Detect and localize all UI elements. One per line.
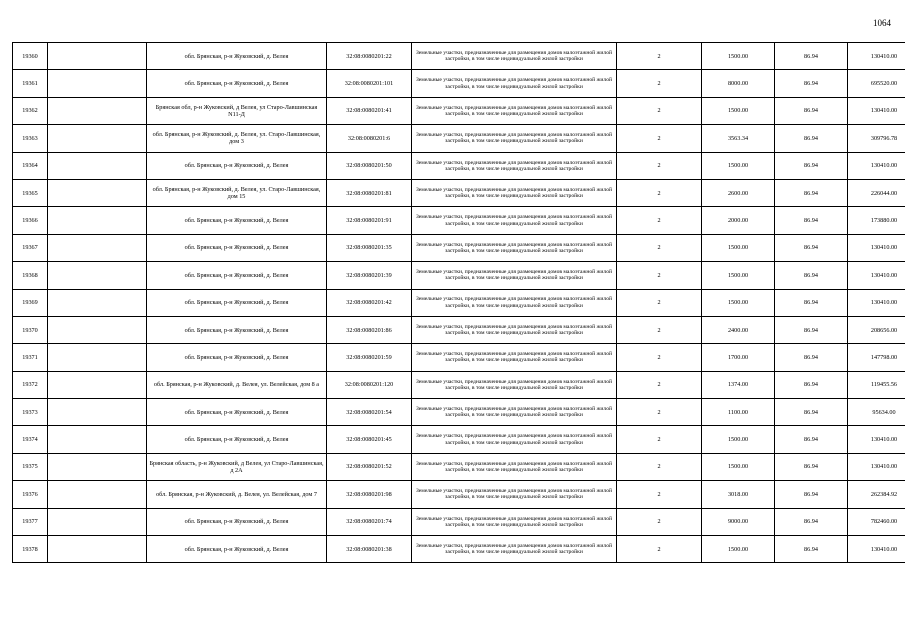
row-number-cell: 19368: [13, 262, 48, 289]
spacer-cell: [48, 70, 147, 97]
cadastral-value-cell: 226044.00: [848, 179, 905, 206]
cadastral-value-cell: 130410.00: [848, 234, 905, 261]
cadastral-number-cell: 32:08:0080201:39: [327, 262, 412, 289]
area-cell: 9000.00: [702, 508, 775, 535]
category-cell: 2: [617, 289, 702, 316]
cadastral-value-cell: 130410.00: [848, 536, 905, 563]
cadastral-number-cell: 32:08:0080201:38: [327, 536, 412, 563]
spacer-cell: [48, 316, 147, 343]
address-cell: обл. Брянская, р-н Жуковский, д. Велея, ул. Велейская, дом 7: [147, 481, 327, 508]
row-number-cell: 19378: [13, 536, 48, 563]
cadastral-value-cell: 130410.00: [848, 262, 905, 289]
cadastral-number-cell: 32:08:0080201:41: [327, 97, 412, 124]
specific-value-cell: 86.94: [775, 234, 848, 261]
spacer-cell: [48, 344, 147, 371]
category-cell: 2: [617, 152, 702, 179]
category-cell: 2: [617, 481, 702, 508]
category-cell: 2: [617, 426, 702, 453]
row-number-cell: 19371: [13, 344, 48, 371]
area-cell: 1374.00: [702, 371, 775, 398]
category-cell: 2: [617, 371, 702, 398]
table-row: [13, 399, 905, 426]
row-number-cell: 19366: [13, 207, 48, 234]
spacer-cell: [48, 152, 147, 179]
cadastral-number-cell: 32:08:0080201:45: [327, 426, 412, 453]
specific-value-cell: 86.94: [775, 262, 848, 289]
category-cell: 2: [617, 234, 702, 261]
area-cell: 2000.00: [702, 207, 775, 234]
specific-value-cell: 86.94: [775, 70, 848, 97]
permitted-use-cell: Земельные участки, предназначенные для размещения домов малоэтажной жилой застройки, в том числе индивидуальной жилой застройки: [412, 481, 617, 508]
spacer-cell: [48, 43, 147, 70]
row-number-cell: 19373: [13, 399, 48, 426]
address-cell: обл. Брянская, р-н Жуковский, д. Велея: [147, 207, 327, 234]
cadastral-number-cell: 32:08:0080201:98: [327, 481, 412, 508]
category-cell: 2: [617, 344, 702, 371]
table-row: [13, 481, 905, 508]
cadastral-value-cell: 130410.00: [848, 152, 905, 179]
table-row: [13, 316, 905, 343]
category-cell: 2: [617, 453, 702, 480]
table-row: [13, 371, 905, 398]
area-cell: 1500.00: [702, 426, 775, 453]
permitted-use-cell: Земельные участки, предназначенные для размещения домов малоэтажной жилой застройки, в том числе индивидуальной жилой застройки: [412, 152, 617, 179]
address-cell: обл. Брянская, р-н Жуковский, д. Велея: [147, 234, 327, 261]
table-row: [13, 453, 905, 480]
cadastral-value-cell: 119455.56: [848, 371, 905, 398]
cadastral-number-cell: 32:08:0080201:35: [327, 234, 412, 261]
specific-value-cell: 86.94: [775, 508, 848, 535]
specific-value-cell: 86.94: [775, 536, 848, 563]
row-number-cell: 19369: [13, 289, 48, 316]
permitted-use-cell: Земельные участки, предназначенные для размещения домов малоэтажной жилой застройки, в том числе индивидуальной жилой застройки: [412, 289, 617, 316]
permitted-use-cell: Земельные участки, предназначенные для размещения домов малоэтажной жилой застройки, в том числе индивидуальной жилой застройки: [412, 234, 617, 261]
address-cell: обл. Брянская, р-н Жуковский, д. Велея: [147, 426, 327, 453]
spacer-cell: [48, 536, 147, 563]
category-cell: 2: [617, 70, 702, 97]
specific-value-cell: 86.94: [775, 179, 848, 206]
permitted-use-cell: Земельные участки, предназначенные для размещения домов малоэтажной жилой застройки, в том числе индивидуальной жилой застройки: [412, 344, 617, 371]
area-cell: 3563.34: [702, 125, 775, 152]
row-number-cell: 19375: [13, 453, 48, 480]
cadastral-number-cell: 32:08:0080201:120: [327, 371, 412, 398]
area-cell: 2600.00: [702, 179, 775, 206]
permitted-use-cell: Земельные участки, предназначенные для размещения домов малоэтажной жилой застройки, в том числе индивидуальной жилой застройки: [412, 371, 617, 398]
cadastral-value-cell: 147798.00: [848, 344, 905, 371]
row-number-cell: 19372: [13, 371, 48, 398]
table-row: [13, 289, 905, 316]
spacer-cell: [48, 426, 147, 453]
specific-value-cell: 86.94: [775, 371, 848, 398]
category-cell: 2: [617, 125, 702, 152]
table-row: [13, 179, 905, 206]
category-cell: 2: [617, 536, 702, 563]
table-row: [13, 426, 905, 453]
land-registry-table: [12, 42, 905, 563]
table-row: [13, 536, 905, 563]
spacer-cell: [48, 453, 147, 480]
row-number-cell: 19360: [13, 43, 48, 70]
specific-value-cell: 86.94: [775, 426, 848, 453]
cadastral-number-cell: 32:08:0080201:52: [327, 453, 412, 480]
row-number-cell: 19374: [13, 426, 48, 453]
address-cell: Брянская область, р-н Жуковский, д Велея, ул Старо-Лавшинская, д 2А: [147, 453, 327, 480]
category-cell: 2: [617, 179, 702, 206]
permitted-use-cell: Земельные участки, предназначенные для размещения домов малоэтажной жилой застройки, в том числе индивидуальной жилой застройки: [412, 453, 617, 480]
spacer-cell: [48, 289, 147, 316]
permitted-use-cell: Земельные участки, предназначенные для размещения домов малоэтажной жилой застройки, в том числе индивидуальной жилой застройки: [412, 43, 617, 70]
specific-value-cell: 86.94: [775, 316, 848, 343]
cadastral-number-cell: 32:08:0080201:54: [327, 399, 412, 426]
row-number-cell: 19361: [13, 70, 48, 97]
area-cell: 1500.00: [702, 536, 775, 563]
category-cell: 2: [617, 97, 702, 124]
category-cell: 2: [617, 316, 702, 343]
address-cell: обл. Брянская, р-н Жуковский, д. Велея: [147, 262, 327, 289]
cadastral-value-cell: 173880.00: [848, 207, 905, 234]
area-cell: 2400.00: [702, 316, 775, 343]
cadastral-number-cell: 32:08:0080201:6: [327, 125, 412, 152]
area-cell: 1500.00: [702, 289, 775, 316]
specific-value-cell: 86.94: [775, 289, 848, 316]
address-cell: обл. Брянская, р-н Жуковский, д. Велея: [147, 316, 327, 343]
cadastral-value-cell: 208656.00: [848, 316, 905, 343]
table-row: [13, 152, 905, 179]
area-cell: 1500.00: [702, 97, 775, 124]
permitted-use-cell: Земельные участки, предназначенные для размещения домов малоэтажной жилой застройки, в том числе индивидуальной жилой застройки: [412, 262, 617, 289]
cadastral-value-cell: 130410.00: [848, 426, 905, 453]
address-cell: обл. Брянская, р-н Жуковский, д. Велея, ул. Старо-Лавшинская, дом 15: [147, 179, 327, 206]
permitted-use-cell: Земельные участки, предназначенные для размещения домов малоэтажной жилой застройки, в том числе индивидуальной жилой застройки: [412, 207, 617, 234]
spacer-cell: [48, 125, 147, 152]
category-cell: 2: [617, 207, 702, 234]
permitted-use-cell: Земельные участки, предназначенные для размещения домов малоэтажной жилой застройки, в том числе индивидуальной жилой застройки: [412, 316, 617, 343]
address-cell: обл. Брянская, р-н Жуковский, д. Велея: [147, 344, 327, 371]
address-cell: обл. Брянская, р-н Жуковский, д. Велея: [147, 289, 327, 316]
area-cell: 1100.00: [702, 399, 775, 426]
table-row: [13, 97, 905, 124]
spacer-cell: [48, 371, 147, 398]
specific-value-cell: 86.94: [775, 43, 848, 70]
cadastral-number-cell: 32:08:0080201:50: [327, 152, 412, 179]
cadastral-number-cell: 32:08:0080201:81: [327, 179, 412, 206]
area-cell: 1500.00: [702, 152, 775, 179]
cadastral-value-cell: 130410.00: [848, 97, 905, 124]
cadastral-value-cell: 130410.00: [848, 453, 905, 480]
permitted-use-cell: Земельные участки, предназначенные для размещения домов малоэтажной жилой застройки, в том числе индивидуальной жилой застройки: [412, 426, 617, 453]
cadastral-value-cell: 130410.00: [848, 43, 905, 70]
row-number-cell: 19364: [13, 152, 48, 179]
address-cell: обл. Брянская, р-н Жуковский, д. Велея: [147, 399, 327, 426]
table-row: [13, 508, 905, 535]
spacer-cell: [48, 207, 147, 234]
row-number-cell: 19365: [13, 179, 48, 206]
table-row: [13, 262, 905, 289]
category-cell: 2: [617, 262, 702, 289]
spacer-cell: [48, 234, 147, 261]
cadastral-number-cell: 32:08:0080201:74: [327, 508, 412, 535]
permitted-use-cell: Земельные участки, предназначенные для размещения домов малоэтажной жилой застройки, в том числе индивидуальной жилой застройки: [412, 70, 617, 97]
row-number-cell: 19370: [13, 316, 48, 343]
table-row: [13, 43, 905, 70]
address-cell: Брянская обл, р-н Жуковский, д Велея, ул Старо-Лавшинская N11-Д: [147, 97, 327, 124]
cadastral-number-cell: 32:08:0080201:101: [327, 70, 412, 97]
spacer-cell: [48, 262, 147, 289]
area-cell: 1700.00: [702, 344, 775, 371]
cadastral-number-cell: 32:08:0080201:22: [327, 43, 412, 70]
cadastral-number-cell: 32:08:0080201:91: [327, 207, 412, 234]
specific-value-cell: 86.94: [775, 125, 848, 152]
address-cell: обл. Брянская, р-н Жуковский, д. Велея: [147, 70, 327, 97]
area-cell: 1500.00: [702, 43, 775, 70]
table-row: [13, 344, 905, 371]
area-cell: 1500.00: [702, 453, 775, 480]
permitted-use-cell: Земельные участки, предназначенные для размещения домов малоэтажной жилой застройки, в том числе индивидуальной жилой застройки: [412, 508, 617, 535]
cadastral-number-cell: 32:08:0080201:42: [327, 289, 412, 316]
address-cell: обл. Брянская, р-н Жуковский, д. Велея: [147, 536, 327, 563]
row-number-cell: 19362: [13, 97, 48, 124]
specific-value-cell: 86.94: [775, 481, 848, 508]
permitted-use-cell: Земельные участки, предназначенные для размещения домов малоэтажной жилой застройки, в том числе индивидуальной жилой застройки: [412, 536, 617, 563]
table-row: [13, 234, 905, 261]
address-cell: обл. Брянская, р-н Жуковский, д. Велея, ул. Велейская, дом 8 а: [147, 371, 327, 398]
specific-value-cell: 86.94: [775, 399, 848, 426]
cadastral-number-cell: 32:08:0080201:86: [327, 316, 412, 343]
address-cell: обл. Брянская, р-н Жуковский, д. Велея, ул. Старо-Лавшинская, дом 3: [147, 125, 327, 152]
cadastral-value-cell: 95634.00: [848, 399, 905, 426]
row-number-cell: 19376: [13, 481, 48, 508]
table-row: [13, 125, 905, 152]
page-number: 1064: [873, 18, 891, 28]
address-cell: обл. Брянская, р-н Жуковский, д. Велея: [147, 152, 327, 179]
cadastral-value-cell: 695520.00: [848, 70, 905, 97]
cadastral-value-cell: 130410.00: [848, 289, 905, 316]
spacer-cell: [48, 97, 147, 124]
permitted-use-cell: Земельные участки, предназначенные для размещения домов малоэтажной жилой застройки, в том числе индивидуальной жилой застройки: [412, 97, 617, 124]
category-cell: 2: [617, 508, 702, 535]
spacer-cell: [48, 481, 147, 508]
table-row: [13, 70, 905, 97]
permitted-use-cell: Земельные участки, предназначенные для размещения домов малоэтажной жилой застройки, в том числе индивидуальной жилой застройки: [412, 179, 617, 206]
cadastral-number-cell: 32:08:0080201:59: [327, 344, 412, 371]
specific-value-cell: 86.94: [775, 97, 848, 124]
cadastral-value-cell: 309796.78: [848, 125, 905, 152]
specific-value-cell: 86.94: [775, 152, 848, 179]
category-cell: 2: [617, 399, 702, 426]
cadastral-value-cell: 262384.92: [848, 481, 905, 508]
cadastral-value-cell: 782460.00: [848, 508, 905, 535]
address-cell: обл. Брянская, р-н Жуковский, д. Велея: [147, 43, 327, 70]
category-cell: 2: [617, 43, 702, 70]
row-number-cell: 19363: [13, 125, 48, 152]
spacer-cell: [48, 179, 147, 206]
area-cell: 3018.00: [702, 481, 775, 508]
land-registry-body: [13, 43, 905, 563]
permitted-use-cell: Земельные участки, предназначенные для размещения домов малоэтажной жилой застройки, в том числе индивидуальной жилой застройки: [412, 399, 617, 426]
row-number-cell: 19377: [13, 508, 48, 535]
table-row: [13, 207, 905, 234]
row-number-cell: 19367: [13, 234, 48, 261]
specific-value-cell: 86.94: [775, 453, 848, 480]
spacer-cell: [48, 399, 147, 426]
area-cell: 8000.00: [702, 70, 775, 97]
specific-value-cell: 86.94: [775, 344, 848, 371]
area-cell: 1500.00: [702, 262, 775, 289]
spacer-cell: [48, 508, 147, 535]
address-cell: обл. Брянская, р-н Жуковский, д. Велея: [147, 508, 327, 535]
specific-value-cell: 86.94: [775, 207, 848, 234]
permitted-use-cell: Земельные участки, предназначенные для размещения домов малоэтажной жилой застройки, в том числе индивидуальной жилой застройки: [412, 125, 617, 152]
area-cell: 1500.00: [702, 234, 775, 261]
